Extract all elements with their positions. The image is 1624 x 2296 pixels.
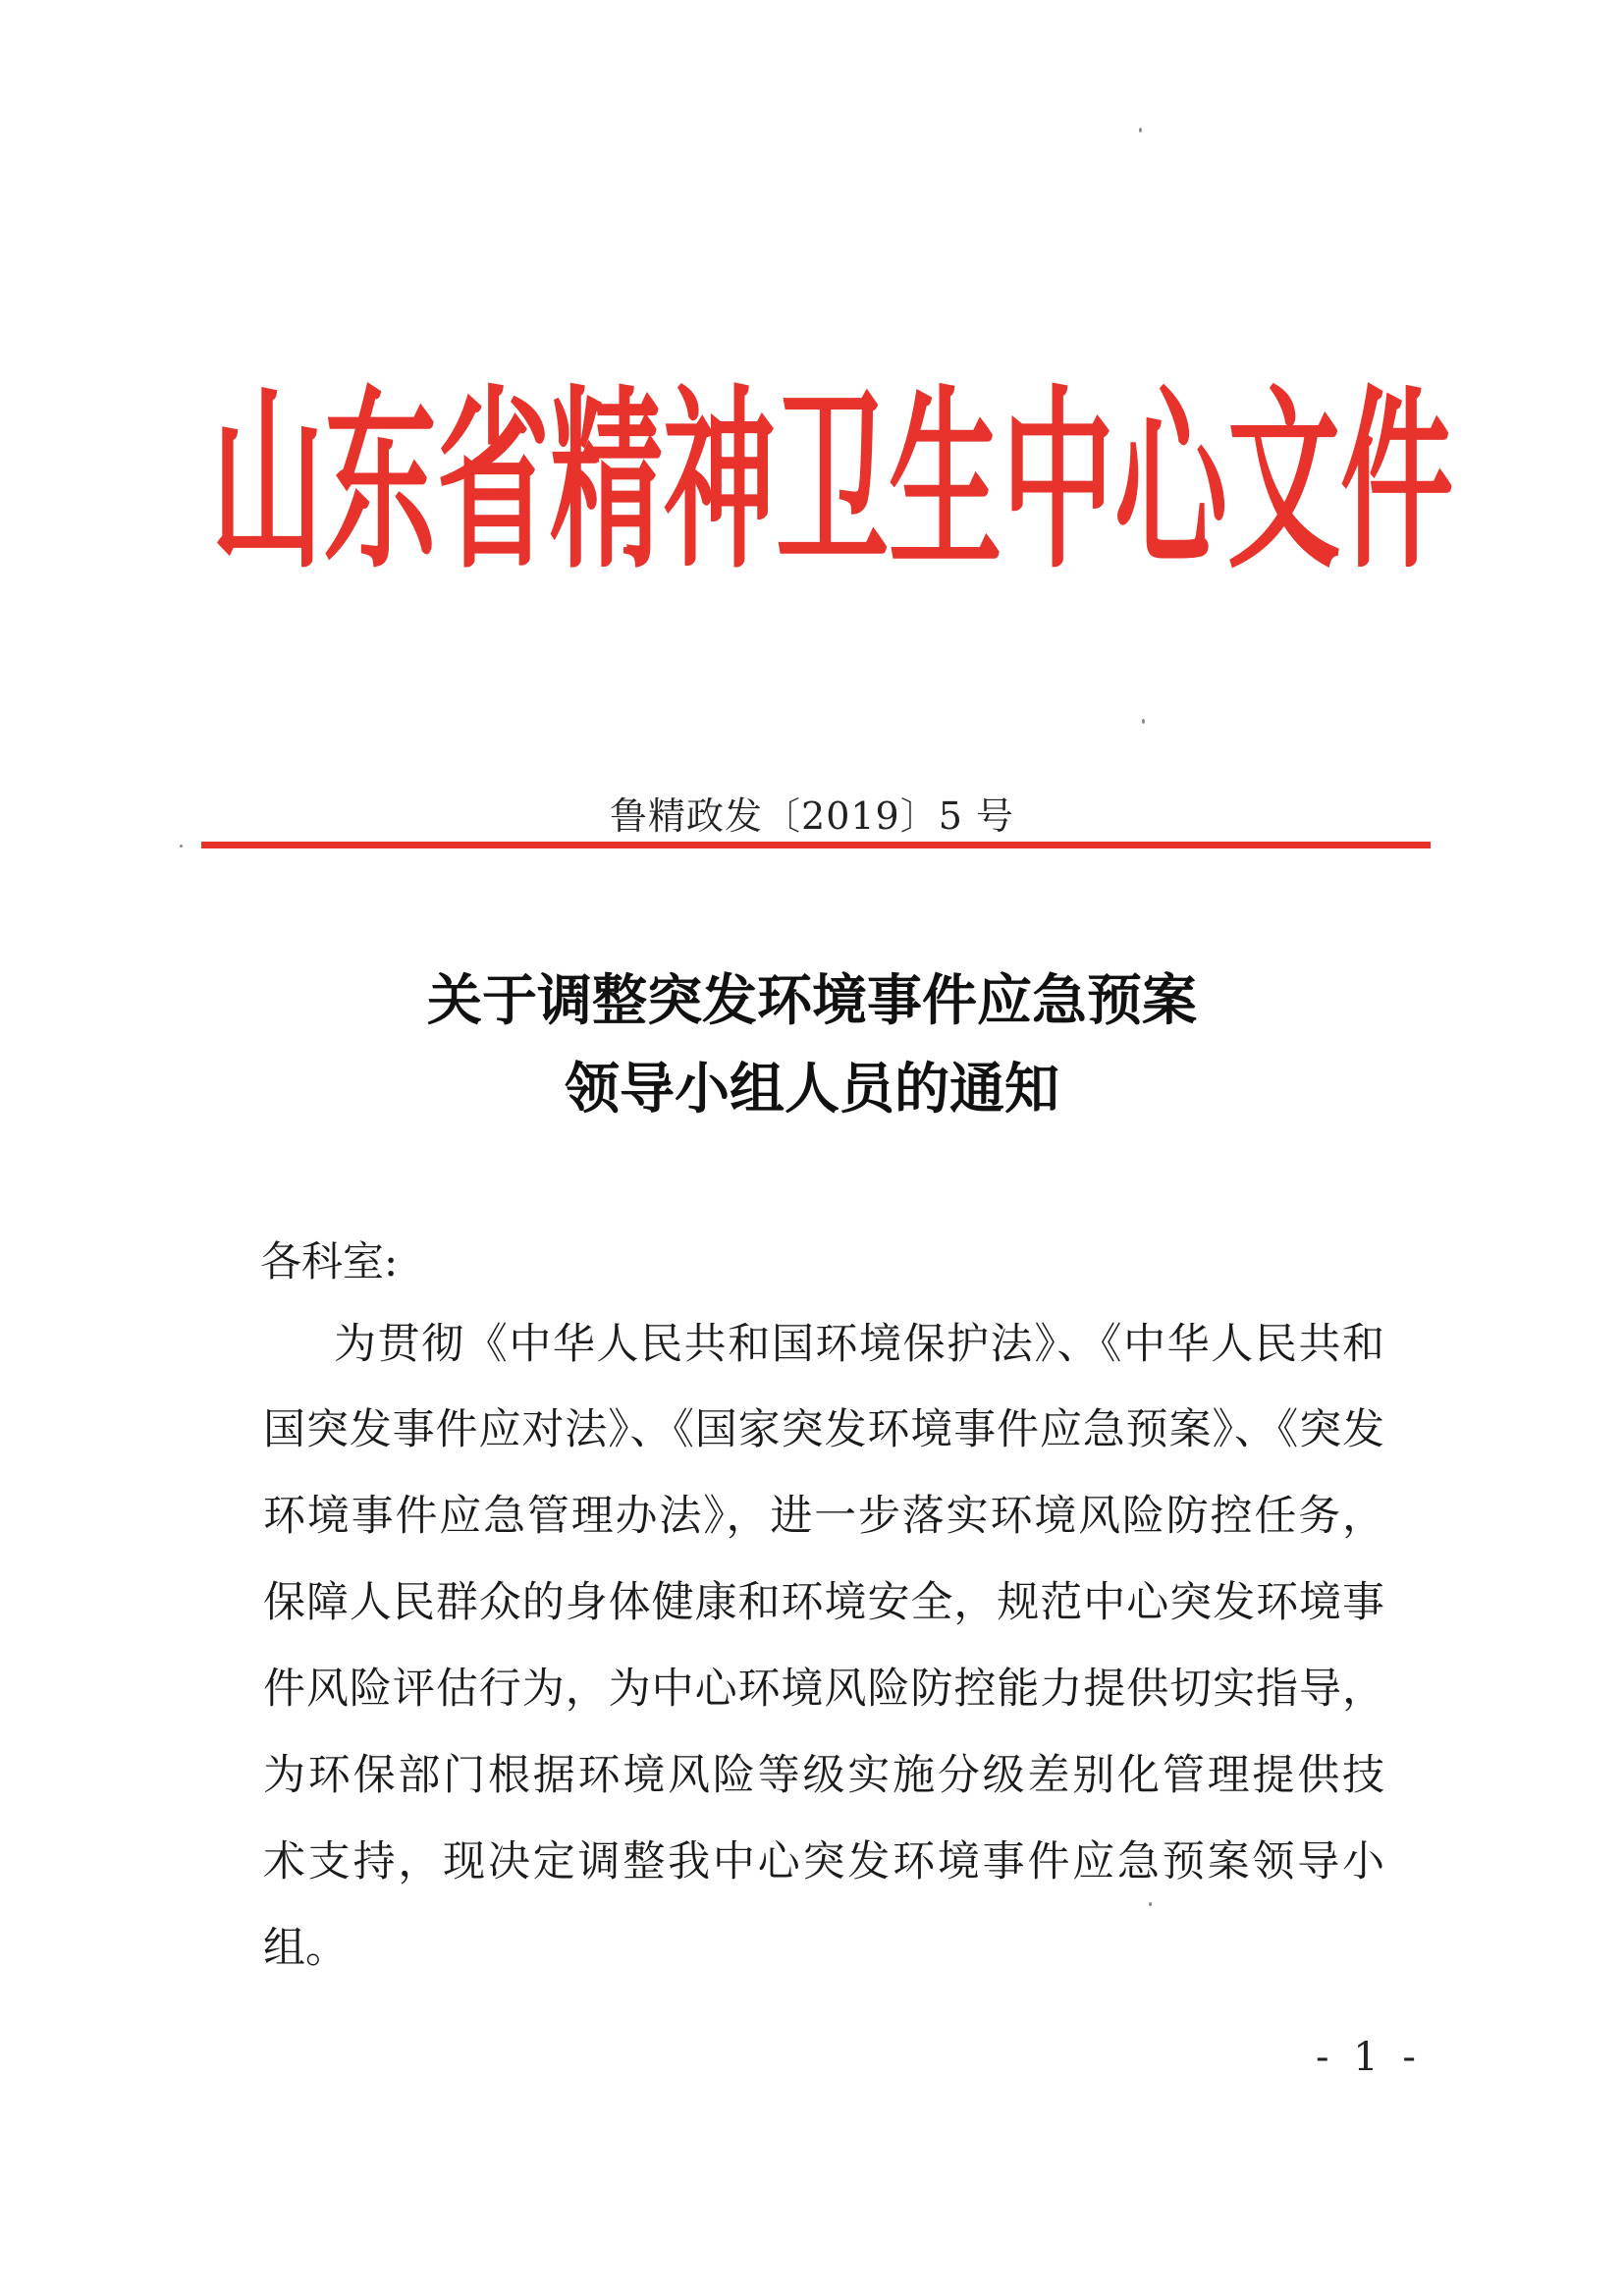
masthead-char: 精 bbox=[550, 369, 664, 596]
body-paragraph-line: 国突发事件应对法》、《国家突发环境事件应急预案》、《突发 bbox=[263, 1405, 1384, 1454]
masthead-char: 山 bbox=[211, 369, 325, 596]
body-paragraph-line: 术支持，现决定调整我中心突发环境事件应急预案领导小 bbox=[263, 1837, 1384, 1886]
masthead-char: 卫 bbox=[776, 369, 890, 596]
masthead-char: 件 bbox=[1340, 369, 1454, 596]
document-title-line-2: 领导小组人员的通知 bbox=[565, 1058, 1059, 1121]
body-paragraph-line: 为环保部门根据环境风险等级实施分级差别化管理提供技 bbox=[263, 1751, 1384, 1800]
salutation: 各科室: bbox=[260, 1237, 399, 1285]
red-divider-rule bbox=[201, 842, 1431, 848]
masthead-char: 东 bbox=[324, 369, 438, 596]
scan-speck bbox=[1149, 1902, 1152, 1906]
document-masthead bbox=[211, 369, 1454, 596]
body-paragraph-line: 件风险评估行为，为中心环境风险防控能力提供切实指导， bbox=[263, 1665, 1384, 1714]
masthead-char: 生 bbox=[889, 369, 1002, 596]
scan-speck bbox=[1142, 719, 1145, 724]
body-paragraph-line: 组。 bbox=[263, 1924, 348, 1973]
masthead-char: 省 bbox=[437, 369, 551, 596]
masthead-char: 中 bbox=[1001, 369, 1115, 596]
body-paragraph-line: 保障人民群众的身体健康和环境安全，规范中心突发环境事 bbox=[263, 1578, 1384, 1627]
body-paragraph-line: 环境事件应急管理办法》，进一步落实环境风险防控任务， bbox=[263, 1492, 1384, 1541]
masthead-char: 文 bbox=[1227, 369, 1341, 596]
document-title-line-1: 关于调整突发环境事件应急预案 bbox=[427, 969, 1197, 1033]
scan-speck bbox=[180, 845, 183, 847]
masthead-char: 心 bbox=[1114, 369, 1228, 596]
masthead-char: 神 bbox=[663, 369, 777, 596]
scan-speck bbox=[1139, 128, 1142, 133]
body-paragraph-line: 为贯彻《中华人民共和国环境保护法》、《中华人民共和 bbox=[334, 1320, 1384, 1369]
document-number: 鲁精政发〔2019〕5 号 bbox=[610, 794, 1014, 838]
page-number: - 1 - bbox=[1316, 2035, 1422, 2080]
